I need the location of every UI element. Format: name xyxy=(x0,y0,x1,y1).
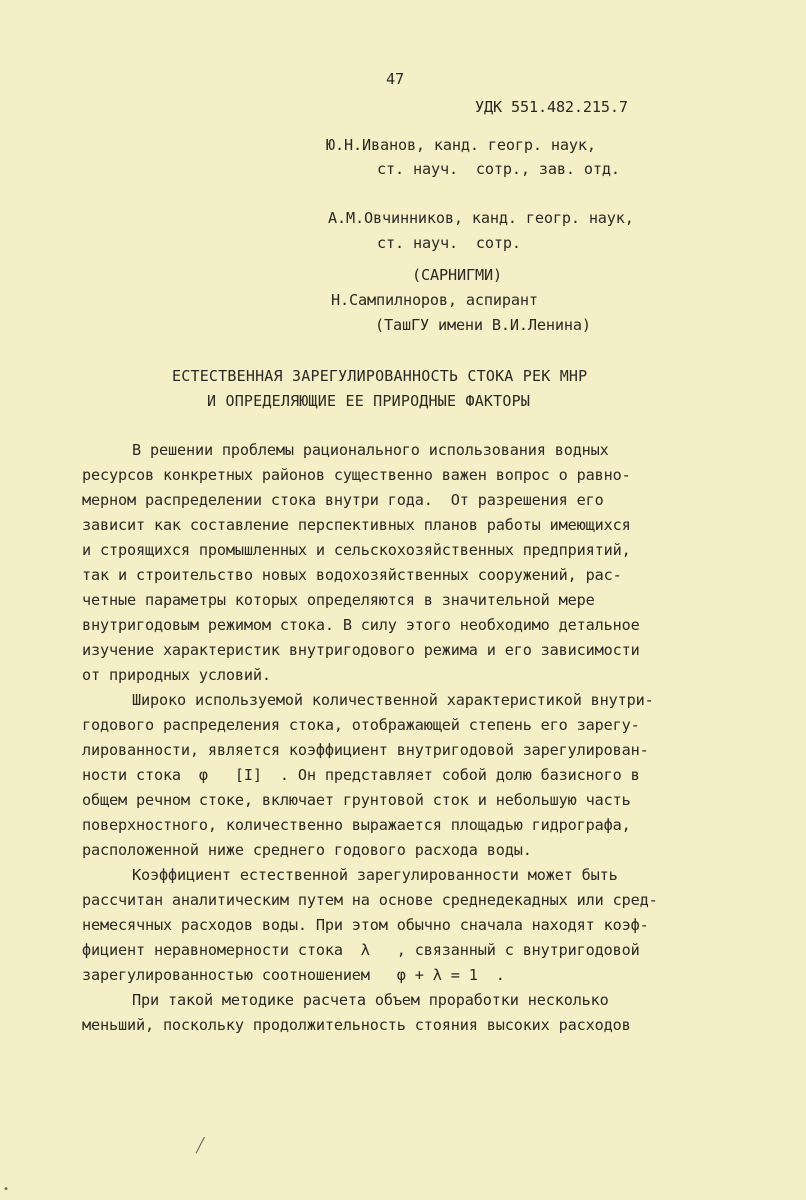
body-line: В решении проблемы рационального использования водных xyxy=(132,441,609,459)
author-3-affiliation: (ТашГУ имени В.И.Ленина) xyxy=(375,316,591,334)
body-line: мерном распределении стока внутри года. От разрешения его xyxy=(82,491,604,509)
body-line: При такой методике расчета объем проработки несколько xyxy=(132,991,609,1009)
body-line: поверхностного, количественно выражается площадью гидрографа, xyxy=(82,816,631,834)
body-line: меньший, поскольку продолжительность стояния высоких расходов xyxy=(82,1016,631,1034)
body-line: зависит как составление перспективных планов работы имеющихся xyxy=(82,516,631,534)
body-line: зарегулированностью соотношением φ + λ = 1 . xyxy=(82,966,505,984)
body-line: Коэффициент естественной зарегулированности может быть xyxy=(132,866,618,884)
author-3-name: Н.Сампилноров, аспирант xyxy=(331,291,538,309)
article-title-line-1: ЕСТЕСТВЕННАЯ ЗАРЕГУЛИРОВАННОСТЬ СТОКА РЕК МНР xyxy=(172,367,588,385)
author-1-position: ст. науч. сотр., зав. отд. xyxy=(377,160,620,178)
body-line: рассчитан аналитическим путем на основе среднедекадных или сред- xyxy=(82,891,658,909)
author-2-name: А.М.Овчинников, канд. геогр. наук, xyxy=(328,209,634,227)
body-line: внутригодовым режимом стока. В силу этого необходимо детальное xyxy=(82,616,640,634)
body-line: изучение характеристик внутригодового режима и его зависимости xyxy=(82,641,640,659)
body-line: лированности, является коэффициент внутригодовой зарегулирован- xyxy=(82,741,649,759)
body-line: четные параметры которых определяются в значительной мере xyxy=(82,591,595,609)
body-line: расположенной ниже среднего годового расхода воды. xyxy=(82,841,532,859)
body-line: немесячных расходов воды. При этом обычно сначала находят коэф- xyxy=(82,916,649,934)
body-line: и строящихся промышленных и сельскохозяйственных предприятий, xyxy=(82,541,631,559)
body-line: фициент неравномерности стока λ , связанный с внутригодовой xyxy=(82,941,640,959)
institution: (САРНИГМИ) xyxy=(412,266,502,284)
margin-dot: • xyxy=(3,1184,10,1195)
body-line: общем речном стоке, включает грунтовой сток и небольшую часть xyxy=(82,791,631,809)
author-2-position: ст. науч. сотр. xyxy=(377,234,521,252)
body-line: ресурсов конкретных районов существенно важен вопрос о равно- xyxy=(82,466,631,484)
article-title-line-2: И ОПРЕДЕЛЯЮЩИЕ ЕЕ ПРИРОДНЫЕ ФАКТОРЫ xyxy=(207,392,531,410)
body-line: так и строительство новых водохозяйственных сооружений, рас- xyxy=(82,566,622,584)
page-number: 47 xyxy=(386,70,404,88)
body-line: годового распределения стока, отображающей степень его зарегу- xyxy=(82,716,640,734)
body-line: Широко используемой количественной характеристикой внутри- xyxy=(132,691,654,709)
author-1-name: Ю.Н.Иванов, канд. геогр. наук, xyxy=(326,136,596,154)
body-line: от природных условий. xyxy=(82,666,271,684)
stray-pen-mark: ╱ xyxy=(196,1138,205,1154)
body-line: ности стока φ [I] . Он представляет собой долю базисного в xyxy=(82,766,640,784)
udc-code: УДК 551.482.215.7 xyxy=(475,98,628,116)
